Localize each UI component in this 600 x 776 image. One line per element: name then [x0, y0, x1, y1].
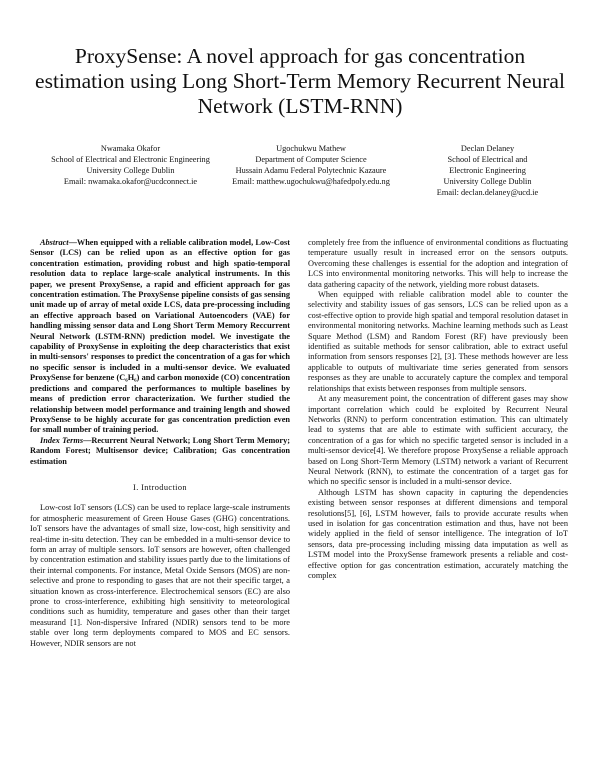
author-name: Nwamaka Okafor [100, 144, 161, 153]
abstract-label: Abstract [40, 238, 69, 247]
author-affiliation: Electronic Engineering [449, 166, 526, 176]
abstract-text: —When equipped with a reliable calibration model, Low-Cost Sensor (LCS) can be relied upon as an effective option for gas concentration estimation, providing robust and high spatio-temporal resolution data to replace large-scale analytical instruments. In this paper, we present ProxySense, a rapid and efficient approach for gas concentration estimation. The ProxySense pipeline consists of gas sensing unit made up of array of metal oxide LCS, data pre-processing including an effective approach based on Variational Autoencoders (VAE) for handling missing sensor data and Long Short Term Memory Reccurrent Neural Network (LSTM-RNN) prediction model. We investigate the capability of ProxySense in exploiting the deep characteristics that exist in multi-sensors' responses to predict the concentration of a gas for which no specific sensor is included in a multi-sensor device. We evaluated ProxySense for benzene (C₆H₆) and carbon monoxide (CO) concentration predictions and compared the performances to multiple baselines by means of prediction error characterization. We further studied the relationship between model performance and training length and showed ProxySense to be highly accurate for gas concentration prediction even for small number of training period. [30, 238, 290, 435]
index-terms [30, 436, 290, 467]
author-name: Declan Delaney [460, 144, 515, 153]
author-email: Email: nwamaka.okafor@ucdconnect.ie [63, 177, 198, 187]
body-paragraph: At any measurement point, the concentration of different gases may show important correlation which could be exploited by Recurrent Neural Networks (RNN) to perform concentration estimation. This can ultimately lead to systems that are able to estimate with sufficient accuracy, the concentration of a gas for which no specific targeted sensor is included in a multi-sensor device[4]. We therefore propose ProxySense a reliable approach based on Long Short-Term Memory (LSTM) network a variant of Recurrent Neural Network (RNN), to estimate the concentration of a target gas for which no specific sensor is included in a multi-sensor device. [308, 394, 568, 487]
author-affiliation: Hussain Adamu Federal Polytechnic Kazaure [235, 166, 387, 176]
author-affiliation: Department of Computer Science [255, 155, 367, 165]
author-affiliation: School of Electrical and Electronic Engineering [51, 155, 210, 165]
body-paragraph: completely free from the influence of environmental conditions as fluctuating temperature usually result in increased error on the sensors outputs. Overcoming these challenges is essential for the adoption and integration of LCS into environmental monitoring networks. This will help to increase the data gathering capacity of the network, yielding more robust datasets. [308, 238, 568, 289]
author-affiliation: University College Dublin [443, 177, 532, 187]
body-paragraph: Although LSTM has shown capacity in capturing the dependencies existing between sensor responses at different dimensions and temporal resolutions[5], [6], LSTM however, fails to provide accurate results when used in isolation for gas concentration estimation and thus, have not been widely applied in the field of sensor intelligence. The integration of IoT sensors, data pre-processing including missing data imputation as well as LSTM model into the ProxySense framework presents a reliable and cost-effective option for gas concentration estimation, accurately matching the complex [308, 487, 568, 580]
author-affiliation: University College Dublin [86, 166, 175, 176]
index-terms-label: Index Terms [40, 435, 84, 445]
left-column [30, 238, 290, 649]
right-column [308, 238, 568, 581]
body-paragraph: Low-cost IoT sensors (LCS) can be used to replace large-scale instruments for atmospheric measurement of Green House Gases (GHG) concentrations. IoT sensors have the advantages of small size, low-cost, high sensitivity and real-time in-situ detection. They can be embedded in a multi-sensor device to form an array of multiple sensors. IoT sensors are however, often challenged by concentration estimation and stability issues partly due to the limitations of their internal components. For instance, Metal Oxide Sensors (MOS) are non-selective and prone to responding to gases that are not their specific target, a situation known as cross-interference. Electrochemical sensors (EC) are also prone to cross-interference, exhibiting high sensitivity to meteorological conditions such as humidity, temperature and gases other than their target measurand [1]. Non-dispersive Infrared (NDIR) sensors tend to be more stable over long term deployments compared to MOS and EC sensors. However, NDIR sensors are not [30, 503, 290, 648]
body-paragraph: When equipped with reliable calibration model able to counter the selectivity and stability issues of gas sensors, LCS can be relied upon as a cost-effective option to provide high spatial and temporal resolution dataset in environmental monitoring networks. Machine learning methods such as Least Square Method (LSM) and Random Forest (RF) have previously been identified as suitable methods for sensor calibration, able to extract useful information from sensors responses [2], [3]. These methods however are less applicable to outputs of multivariate time series generated from sensors responses as they are unable to accurately capture the complex and temporal relationships that exists between responses from multiple sensors. [308, 290, 568, 393]
author-email: Email: matthew.ugochukwu@hafedpoly.edu.ng [232, 177, 390, 187]
author-name: Ugochukwu Mathew [276, 144, 346, 153]
author-affiliation: School of Electrical and [447, 155, 528, 165]
section-heading: I. Introduction [133, 482, 187, 492]
author-block-1 [38, 143, 223, 187]
author-block-3 [405, 143, 570, 198]
author-block-2 [222, 143, 400, 187]
author-email: Email: declan.delaney@ucd.ie [436, 188, 539, 198]
index-terms-text: —Recurrent Neural Network; Long Short Term Memory; Random Forest; Multisensor device; Calibration; Gas concentration estimation [30, 435, 290, 466]
abstract [30, 238, 290, 436]
paper-title: ProxySense: A novel approach for gas concentration estimation using Long Short-Term Memory Recurrent Neural Network (LSTM-RNN) [35, 44, 565, 118]
